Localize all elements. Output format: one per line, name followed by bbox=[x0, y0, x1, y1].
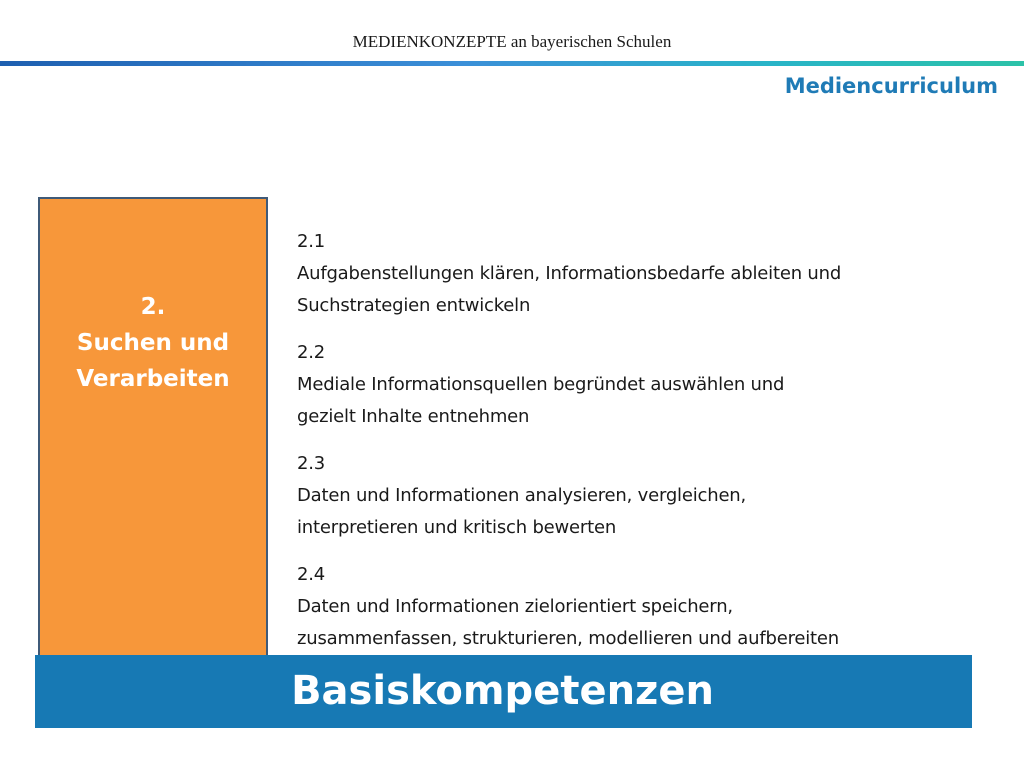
category-number: 2. bbox=[140, 294, 166, 320]
item-text-line1: Mediale Informationsquellen begründet auswählen und bbox=[297, 374, 785, 395]
item-text-line1: Daten und Informationen zielorientiert speichern, bbox=[297, 596, 733, 617]
header-divider bbox=[0, 61, 1024, 66]
category-box bbox=[38, 197, 268, 667]
category-label bbox=[40, 289, 266, 397]
list-item bbox=[297, 337, 977, 433]
list-item bbox=[297, 559, 977, 655]
category-line1: Suchen und bbox=[76, 330, 230, 356]
banner-label: Basiskompetenzen bbox=[291, 668, 714, 714]
item-text-line1: Aufgabenstellungen klären, Informationsbedarfe ableiten und bbox=[297, 263, 842, 284]
item-text-line2: Suchstrategien entwickeln bbox=[297, 295, 531, 316]
item-number: 2.4 bbox=[297, 564, 326, 585]
item-number: 2.2 bbox=[297, 342, 326, 363]
item-text-line2: zusammenfassen, strukturieren, modellieren und aufbereiten bbox=[297, 628, 839, 649]
item-text-line2: gezielt Inhalte entnehmen bbox=[297, 406, 530, 427]
basiskompetenzen-banner bbox=[35, 655, 972, 728]
item-number: 2.3 bbox=[297, 453, 326, 474]
item-text-line2: interpretieren und kritisch bewerten bbox=[297, 517, 617, 538]
list-item bbox=[297, 226, 977, 322]
list-item bbox=[297, 448, 977, 544]
header-subtitle: Mediencurriculum bbox=[784, 74, 998, 98]
header-title: MEDIENKONZEPTE an bayerischen Schulen bbox=[352, 32, 672, 51]
category-line2: Verarbeiten bbox=[76, 366, 230, 392]
item-number: 2.1 bbox=[297, 231, 326, 252]
competency-list bbox=[297, 226, 977, 670]
item-text-line1: Daten und Informationen analysieren, vergleichen, bbox=[297, 485, 747, 506]
